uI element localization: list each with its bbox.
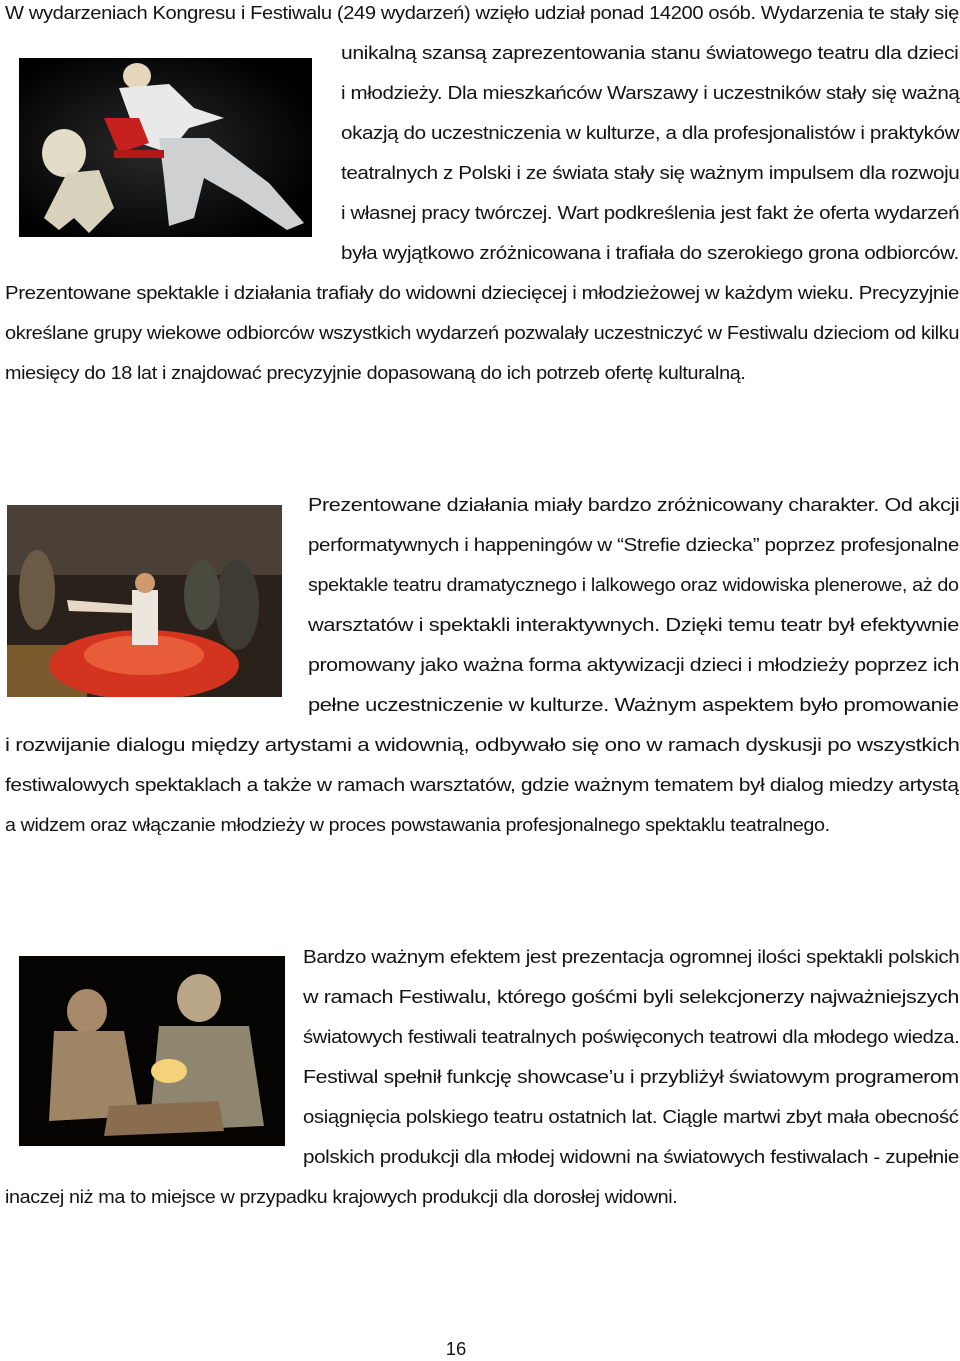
section1-line-4: okazją do uczestniczenia w kulturze, a dla profesjonalistów i praktyków — [341, 122, 960, 143]
section3-line-7: inaczej niż ma to miejsce w przypadku krajowych produkcji dla dorosłej widowni. — [5, 1186, 678, 1207]
photo-dancer-red-skirt — [7, 505, 282, 697]
section3-line-1: Bardzo ważnym efektem jest prezentacja ogromnej ilości spektakli polskich — [303, 946, 960, 967]
section1-line-9: określane grupy wiekowe odbiorców wszystkich wydarzeń pozwalały uczestniczyć w Festiwalu dzieciom od kilku — [5, 322, 960, 343]
section2-line-8: festiwalowych spektaklach a także w ramach warsztatów, gdzie ważnym tematem był dialog miedzy artystą — [5, 774, 959, 795]
section1-line-8: Prezentowane spektakle i działania trafiały do widowni dziecięcej i młodzieżowej w każdym wieku. Precyzyjnie — [5, 282, 959, 303]
section2-line-1: Prezentowane działania miały bardzo zróżnicowany charakter. Od akcji — [308, 494, 960, 515]
section2-line-9: a widzem oraz włączanie młodzieży w proces powstawania profesjonalnego spektaklu teatralnego. — [5, 814, 830, 835]
section1-line-3: i młodzieży. Dla mieszkańców Warszawy i uczestników stały się ważną — [341, 82, 960, 103]
section1-line-5: teatralnych z Polski i ze świata stały się ważnym impulsem dla rozwoju — [341, 162, 960, 183]
section1-line-7: była wyjątkowo zróżnicowana i trafiała do szerokiego grona odbiorców. — [341, 242, 959, 263]
section2-line-5: promowany jako ważna forma aktywizacji dzieci i młodzieży poprzez ich — [308, 654, 959, 675]
section2-line-7: i rozwijanie dialogu między artystami a widownią, odbywało się ono w ramach dyskusji po wszystkich — [5, 734, 960, 755]
section3-line-5: osiągnięcia polskiego teatru ostatnich lat. Ciągle martwi zbyt mała obecność — [303, 1106, 959, 1127]
section3-line-2: w ramach Festiwalu, którego gośćmi byli selekcjonerzy najważniejszych — [303, 986, 959, 1007]
section1-line-1: W wydarzeniach Kongresu i Festiwalu (249 wydarzeń) wzięło udział ponad 14200 osób. Wydarzenia te stały się — [5, 2, 959, 23]
section2-line-4: warsztatów i spektakli interaktywnych. Dzięki temu teatr był efektywnie — [308, 614, 959, 635]
section2-line-6: pełne uczestniczenie w kulturze. Ważnym aspektem było promowanie — [308, 694, 959, 715]
section3-line-4: Festiwal spełnił funkcję showcase’u i przybliżył światowym programerom — [303, 1066, 959, 1087]
section1-line-10: miesięcy do 18 lat i znajdować precyzyjnie dopasowaną do ich potrzeb ofertę kulturalną. — [5, 362, 746, 383]
photo-actors-with-puppet — [19, 956, 285, 1146]
section2-line-2: performatywnych i happeningów w “Strefie dziecka” poprzez profesjonalne — [308, 534, 959, 555]
section1-line-2: unikalną szansą zaprezentowania stanu światowego teatru dla dzieci — [341, 42, 959, 63]
section3-line-3: światowych festiwali teatralnych poświęconych teatrowi dla młodego wiedza. — [303, 1026, 960, 1047]
section2-line-3: spektakle teatru dramatycznego i lalkowego oraz widowiska plenerowe, aż do — [308, 574, 959, 595]
section3-line-6: polskich produkcji dla młodej widowni na światowych festiwalach - zupełnie — [303, 1146, 959, 1167]
page-number: 16 — [445, 1338, 467, 1359]
photo-puppeteer-with-puppet — [19, 58, 312, 237]
section1-line-6: i własnej pracy twórczej. Wart podkreślenia jest fakt że oferta wydarzeń — [341, 202, 960, 223]
